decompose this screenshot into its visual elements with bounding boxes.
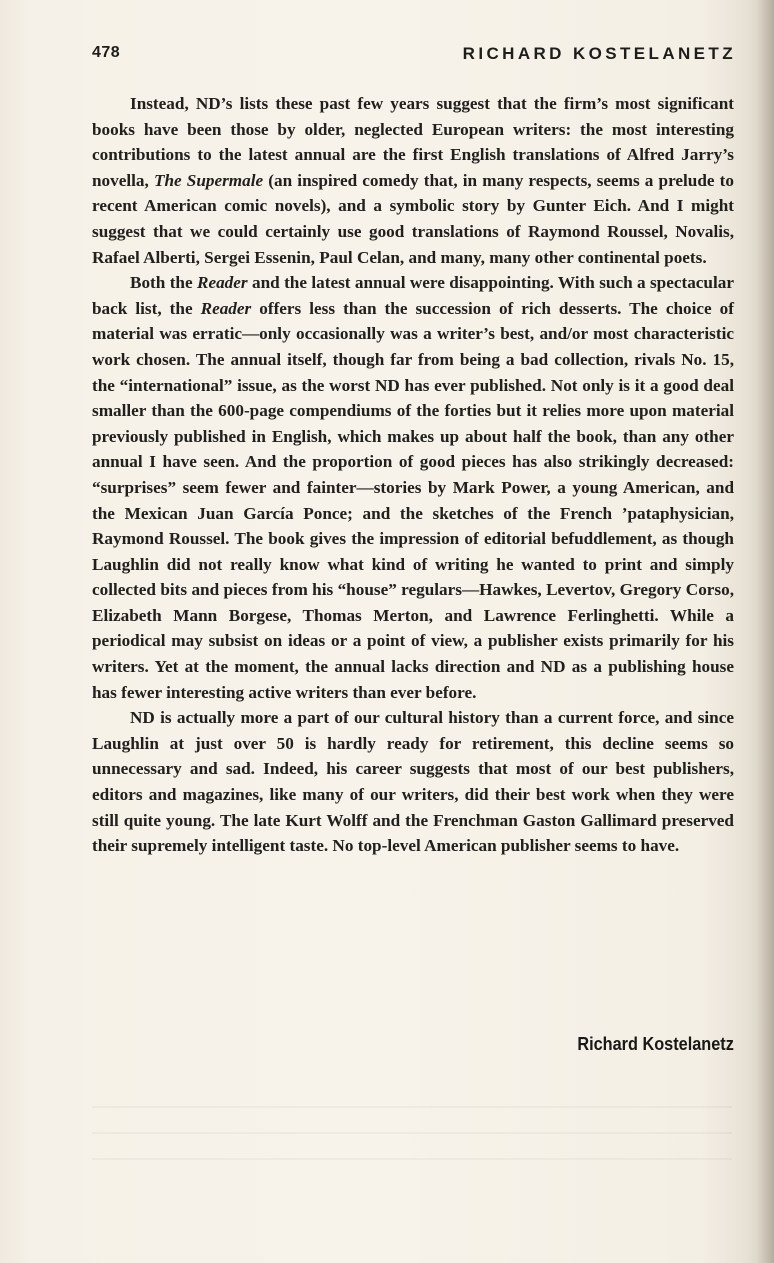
- italic-title: The Supermale: [153, 170, 264, 190]
- text-run: (an inspired comedy that, in many respects, seems a prelude to recent American comic novels), and a symbolic story by Gunter Eich. And I might suggest that we could certainly use good translations of Raymond Roussel, Novalis, Rafael Alberti, Sergei Essenin, Paul Celan, and many, many other continental poets.: [92, 170, 734, 267]
- running-title: RICHARD KOSTELANETZ: [462, 44, 736, 63]
- text-run: ND is actually more a part of our cultural history than a current force, and since Laughlin at just over 50 is hardly ready for retirement, this decline seems so unnecessary and sad. Indeed, his career suggests that most of our best publishers, editors and magazines, like many of our writers, did their best work when they were still quite young. The late Kurt Wolff and the Frenchman Gaston Gallimard preserved their supremely intelligent taste. No top-level American publisher seems to have.: [92, 708, 734, 856]
- text-run: and the latest annual were disappointing. With such a spectacular back list, the: [92, 273, 734, 318]
- text-run: offers less than the succession of rich desserts. The choice of material was erratic—only occasionally was a writer’s best, and/or most characteristic work chosen. The annual itself, though far from being a bad collection, rivals No. 15, the “international” issue, as the worst ND has ever published. Not only is it a good deal smaller than the 600-page compendiums of the forties but it relies more upon material previously published in English, which makes up about half the book, than any other annual I have seen. And the proportion of good pieces has also strikingly decreased: “surprises” seem fewer and fainter—stories by Mark Power, a young American, and the Mexican Juan García Ponce; and the sketches of the French ’pataphysician, Raymond Roussel. The book gives the impression of editorial befuddlement, as though Laughlin did not really know what kind of writing he wanted to print and simply collected bits and pieces from his “house” regulars—Hawkes, Levertov, Gregory Corso, Elizabeth Mann Borgese, Thomas Merton, and Lawrence Ferlinghetti. While a periodical may subsist on ideas or a point of view, a publisher exists primarily for his writers. Yet at the moment, the annual lacks direction and ND as a publishing house has fewer interesting active writers than ever before.: [92, 298, 735, 702]
- italic-title: Reader: [197, 273, 248, 293]
- paragraph: [92, 270, 734, 705]
- body-text: [92, 91, 734, 859]
- show-through-line: [92, 1132, 732, 1134]
- paragraph: [92, 91, 734, 270]
- italic-title: Reader: [200, 298, 252, 318]
- running-head: [92, 44, 736, 68]
- text-run: Instead, ND’s lists these past few years suggest that the firm’s most significant books have been those by older, neglected European writers: the most interesting contributions to the latest annual are the first English translations of Alfred Jarry’s novella,: [92, 94, 734, 190]
- page-number: 478: [92, 44, 121, 61]
- author-signature: Richard Kostelanetz: [577, 1033, 734, 1054]
- paragraph: [92, 705, 734, 859]
- show-through-line: [92, 1106, 732, 1108]
- text-run: Both the: [130, 273, 197, 293]
- show-through-line: [92, 1158, 732, 1160]
